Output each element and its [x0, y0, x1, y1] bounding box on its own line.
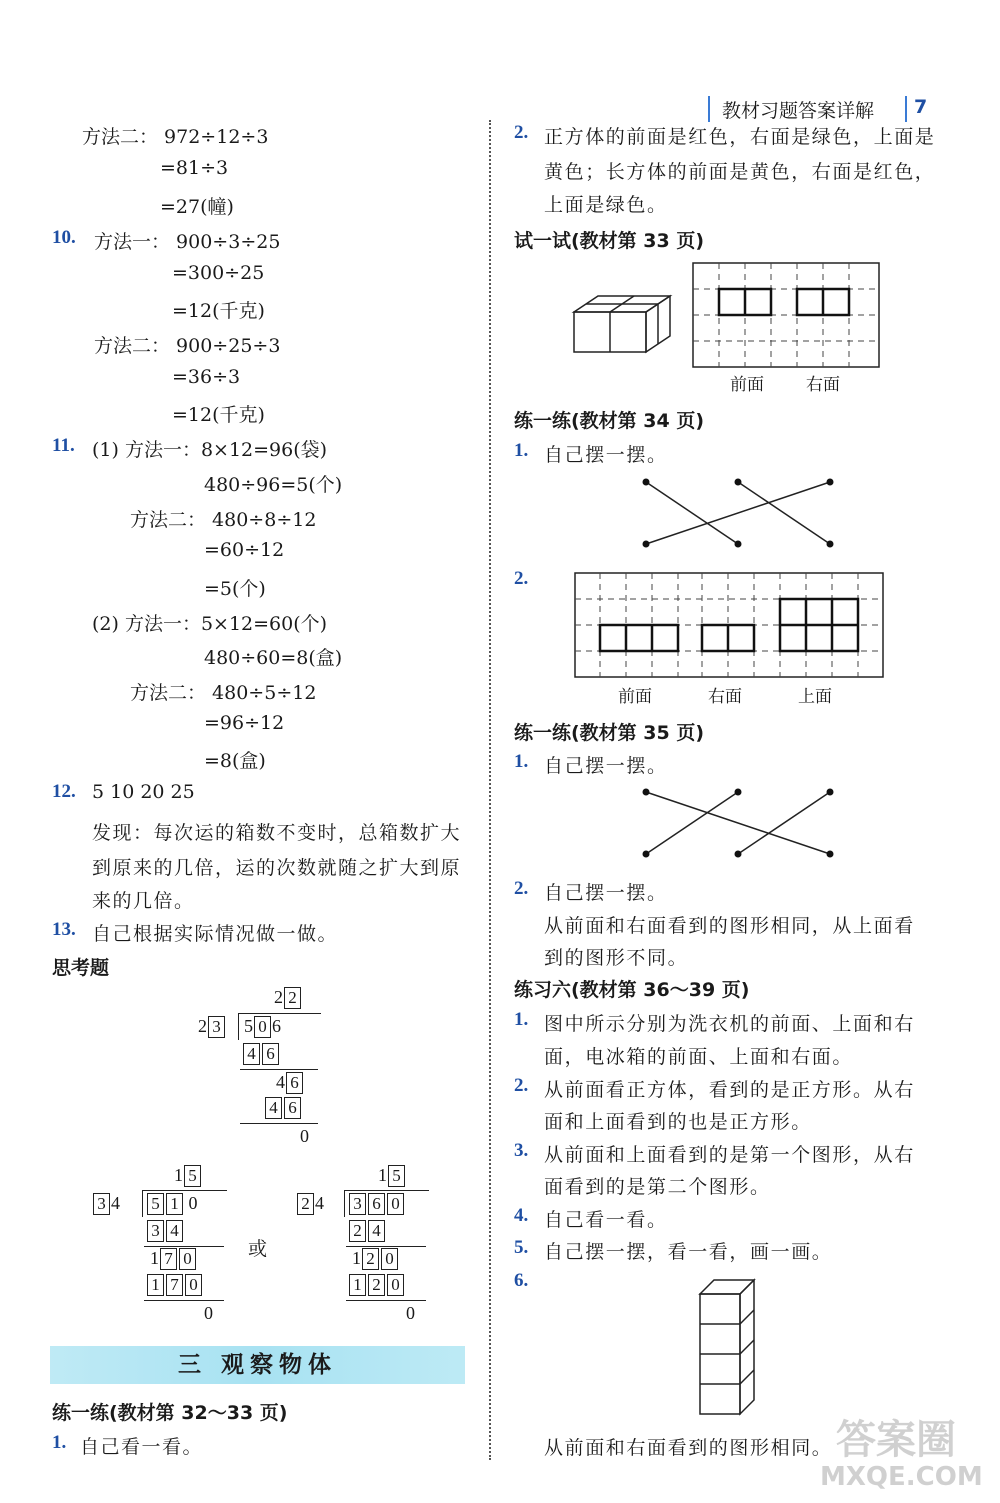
line: 480÷96=5(个): [204, 474, 343, 496]
line: =36÷3: [172, 366, 241, 388]
practice-heading: 练一练(教材第 34 页): [514, 410, 705, 432]
column-divider: [489, 120, 491, 1460]
matching-lines-1: [636, 474, 836, 554]
line: 面，电冰箱的前面、上面和右面。: [544, 1046, 854, 1068]
section-title: 三 观察物体: [50, 1346, 465, 1384]
line: 到的图形不同。: [544, 947, 689, 969]
question-number: 6.: [514, 1270, 529, 1291]
long-division-2: 1 5 3 4 5 1 0 3 4 1 7 0 1 7 0 0: [90, 1165, 230, 1325]
label-front: 前面: [618, 687, 652, 707]
or-text: 或: [248, 1238, 268, 1260]
label-top: 上面: [798, 687, 832, 707]
header-title: 教材习题答案详解: [722, 100, 875, 122]
line: 自己摆一摆。: [544, 882, 668, 904]
exercise-heading: 练习六(教材第 36～39 页): [514, 979, 750, 1001]
line: =60÷12: [204, 539, 285, 561]
line: =81÷3: [160, 157, 229, 179]
question-number: 13.: [52, 919, 76, 940]
line: =27(幢): [160, 196, 234, 218]
line: 到原来的几倍，运的次数就随之扩大到原: [92, 857, 462, 879]
question-number: 11.: [52, 435, 75, 456]
question-number: 1.: [52, 1432, 67, 1453]
line: 正方体的前面是红色，右面是绿色，上面是: [544, 126, 936, 148]
line: =8(盒): [204, 750, 266, 772]
watermark-url: MXQE.COM: [820, 1462, 983, 1492]
line: 图中所示分别为洗衣机的前面、上面和右: [544, 1013, 915, 1035]
line: =5(个): [204, 578, 266, 600]
practice-heading: 练一练(教材第 35 页): [514, 722, 705, 744]
label-right: 右面: [806, 375, 840, 395]
line: 自己摆一摆。: [544, 755, 668, 777]
line: (1) 方法一：8×12=96(袋): [92, 439, 328, 461]
line: 从前面和右面看到的图形相同。: [544, 1437, 833, 1459]
thinking-heading: 思考题: [52, 957, 110, 979]
line: =96÷12: [204, 712, 285, 734]
line: 自己摆一摆。: [544, 444, 668, 466]
question-number: 3.: [514, 1140, 529, 1161]
line: 从前面和上面看到的是第一个图形，从右: [544, 1144, 915, 1166]
try-heading: 试一试(教材第 33 页): [514, 230, 705, 252]
line: =300÷25: [172, 262, 265, 284]
header-bar-right: [905, 96, 907, 122]
line: =12(千克): [172, 404, 265, 426]
line: 自己看一看。: [80, 1436, 204, 1458]
header-bar-left: [708, 96, 710, 122]
line: 自己根据实际情况做一做。: [92, 923, 339, 945]
question-number: 1.: [514, 1009, 529, 1030]
line: 黄色；长方体的前面是黄色，右面是红色，: [544, 161, 936, 183]
line: 从前面看正方体，看到的是正方形。从右: [544, 1079, 915, 1101]
line: (2) 方法一：5×12=60(个): [92, 613, 328, 635]
long-division-1: 2 2 2 3 5 0 6 4 6 4 6 4 6 0: [196, 987, 326, 1147]
line: 发现：每次运的箱数不变时，总箱数扩大: [92, 822, 462, 844]
line: 方法二： 972÷12÷3: [82, 126, 269, 148]
line: 从前面和右面看到的图形相同，从上面看: [544, 915, 915, 937]
cube-stack-figure: [570, 292, 680, 358]
long-division-3: 1 5 2 4 3 6 0 2 4 1 2 0 1 2 0 0: [294, 1165, 434, 1325]
question-number: 2.: [514, 568, 529, 589]
question-number: 2.: [514, 878, 529, 899]
line: 480÷60=8(盒): [204, 647, 343, 669]
matching-lines-2: [636, 784, 836, 864]
question-number: 10.: [52, 227, 76, 248]
line: 上面是绿色。: [544, 194, 668, 216]
question-number: 4.: [514, 1205, 529, 1226]
question-number: 12.: [52, 781, 76, 802]
line: =12(千克): [172, 300, 265, 322]
line: 面和上面看到的也是正方形。: [544, 1111, 812, 1133]
question-number: 2.: [514, 1075, 529, 1096]
grid-figure-2: [574, 572, 884, 678]
page-number: 7: [914, 96, 928, 118]
line: 方法二： 480÷5÷12: [130, 682, 317, 704]
cube-column-figure: [698, 1276, 758, 1418]
line: 自己看一看。: [544, 1209, 668, 1231]
line: 方法二： 480÷8÷12: [130, 509, 317, 531]
question-number: 1.: [514, 440, 529, 461]
question-number: 5.: [514, 1237, 529, 1258]
question-number: 1.: [514, 751, 529, 772]
question-number: 2.: [514, 122, 529, 143]
line: 方法一： 900÷3÷25: [94, 231, 281, 253]
line: 面看到的是第二个图形。: [544, 1176, 771, 1198]
watermark-logo: 答案圈: [836, 1417, 956, 1463]
grid-figure-try: [692, 262, 880, 368]
line: 来的几倍。: [92, 890, 195, 912]
line: 方法二： 900÷25÷3: [94, 335, 281, 357]
label-right: 右面: [708, 687, 742, 707]
label-front: 前面: [730, 375, 764, 395]
line: 5 10 20 25: [92, 781, 195, 803]
practice-heading: 练一练(教材第 32～33 页): [52, 1402, 288, 1424]
line: 自己摆一摆，看一看，画一画。: [544, 1241, 833, 1263]
